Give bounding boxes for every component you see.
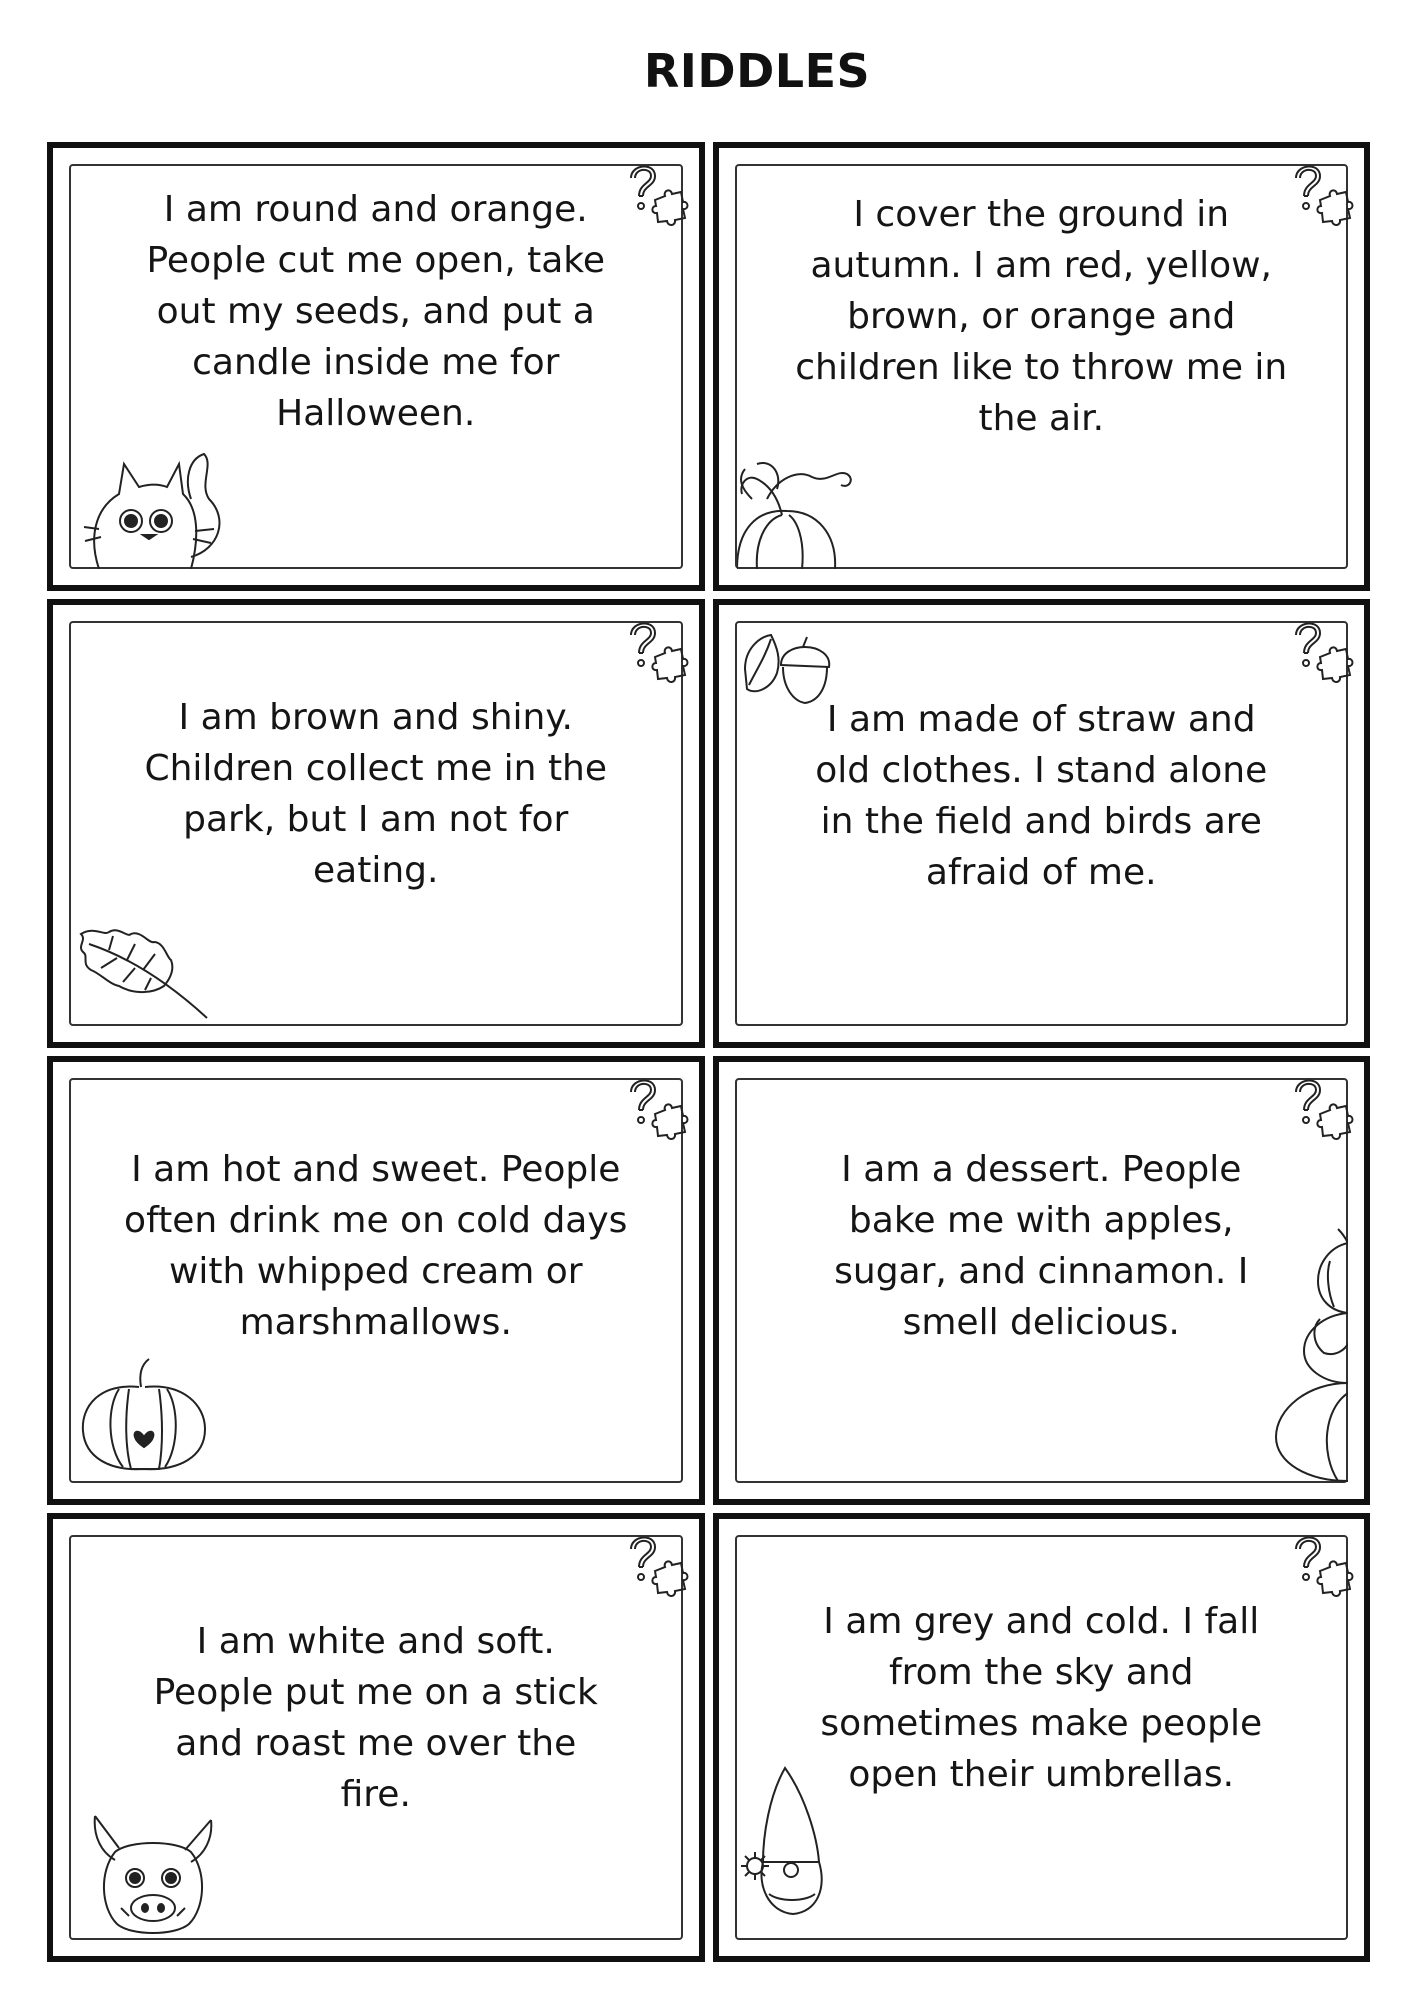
riddle-card-4 xyxy=(713,599,1371,1048)
riddle-grid xyxy=(47,142,1370,1962)
question-puzzle-icon xyxy=(1290,156,1354,230)
riddle-text-2: I cover the ground in autumn. I am red, yellow, brown, or orange and children like to throw me in the air. xyxy=(795,194,1288,439)
pumpkin-vine-icon xyxy=(737,439,857,569)
riddle-text-4: I am made of straw and old clothes. I stand alone in the field and birds are afraid of me. xyxy=(815,699,1268,893)
riddle-card-2 xyxy=(713,142,1371,591)
riddle-text-8: I am grey and cold. I fall from the sky and sometimes make people open their umbrellas. xyxy=(820,1600,1263,1795)
question-puzzle-icon xyxy=(625,156,689,230)
riddle-card-inner xyxy=(735,1078,1349,1483)
riddle-text-3: I am brown and shiny. Children collect me in the park, but I am not for eating. xyxy=(144,696,608,891)
question-puzzle-icon xyxy=(1290,1527,1354,1601)
riddle-card-8 xyxy=(713,1513,1371,1962)
riddle-card-1 xyxy=(47,142,705,591)
riddle-text-6: I am a dessert. People bake me with apples, sugar, and cinnamon. I smell delicious. xyxy=(834,1148,1249,1343)
pumpkin-stack-icon xyxy=(1268,1223,1348,1483)
riddle-text-5: I am hot and sweet. People often drink me on cold days with whipped cream or marshmallows. xyxy=(124,1148,628,1343)
question-puzzle-icon xyxy=(625,1527,689,1601)
boar-icon xyxy=(89,1812,217,1936)
riddle-card-5 xyxy=(47,1056,705,1505)
squirrel-icon xyxy=(79,439,229,569)
question-puzzle-icon xyxy=(1290,613,1354,687)
riddle-card-3 xyxy=(47,599,705,1048)
question-puzzle-icon xyxy=(625,613,689,687)
question-puzzle-icon xyxy=(1290,1070,1354,1144)
riddle-text-1: I am round and orange. People cut me open, take out my seeds, and put a candle inside me for Halloween. xyxy=(146,189,605,434)
page-title: RIDDLES xyxy=(643,44,871,98)
riddle-text-7: I am white and soft. People put me on a stick and roast me over the fire. xyxy=(153,1620,598,1815)
riddle-card-6 xyxy=(713,1056,1371,1505)
riddle-card-7 xyxy=(47,1513,705,1962)
question-puzzle-icon xyxy=(625,1070,689,1144)
oak-leaf-icon xyxy=(79,924,209,1020)
pumpkin-heart-icon xyxy=(79,1357,209,1473)
